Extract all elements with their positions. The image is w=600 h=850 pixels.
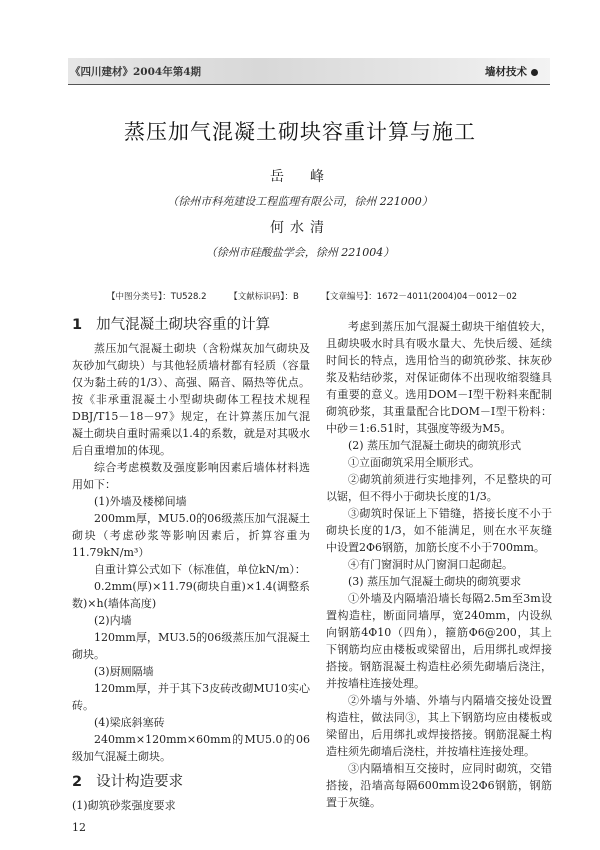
paragraph: 120mm厚，并于其下3皮砖改砌MU10实心砖。	[72, 682, 310, 712]
paragraph: ③砌筑时保证上下错缝，搭接长度不小于砌块长度的1/3，如不能满足，则在水平灰缝中设置2Φ6钢筋，加筋长度不小于700mm。	[326, 507, 552, 554]
paragraph: 自重计算公式如下（标准值，单位kN/m）：	[94, 563, 306, 576]
article-title: 蒸压加气混凝土砌块容重计算与施工	[124, 120, 476, 144]
article-number: 【文章编号】：1672－4011(2004)04－0012－02	[321, 292, 518, 302]
author-name: 何水清	[270, 220, 330, 236]
bullet-icon	[531, 69, 538, 76]
paragraph: (3)厨厕隔墙	[94, 665, 154, 678]
author-affiliation: （徐州市科苑建设工程监理有限公司，徐州 221000）	[167, 195, 433, 208]
section-label: 墙材技术	[485, 66, 527, 78]
classification-line	[107, 290, 535, 302]
section-title: 设计构造要求	[96, 774, 184, 790]
paragraph: ②外墙与外墙、外墙与内隔墙交接处设置构造柱，做法同③，其上下钢筋均应由楼板或梁留出，后用绑扎或焊接搭接。钢筋混凝土构造柱须先砌墙后浇柱，并按墙柱连接处理。	[326, 694, 552, 758]
paragraph: (1)外墙及楼梯间墙	[94, 495, 187, 508]
paragraph: ③内隔墙相互交接时，应同时砌筑，交错搭接，沿墙高每隔600mm设2Φ6钢筋，钢筋置于灰缝。	[326, 762, 552, 809]
paragraph: (1)砌筑砂浆强度要求	[72, 799, 176, 812]
paragraph: ①外墙及内隔墙沿墙长每隔2.5m至3m设置构造柱，断面同墙厚，宽240mm，内设纵向钢筋4Φ10（四角），箍筋Φ6@200，其上下钢筋均应由楼板或梁留出，后用绑扎或焊接搭接。钢筋混凝土构造柱必须先砌墙后浇注，并按墙柱连接处理。	[326, 592, 552, 690]
paragraph: (2) 蒸压加气混凝土砌块的砌筑形式	[348, 439, 522, 452]
author-name: 岳 峰	[270, 169, 330, 185]
section-title: 加气混凝土砌块容重的计算	[96, 317, 271, 333]
journal-issue: 《四川建材》2004年第4期	[70, 66, 202, 78]
section-heading-2	[72, 771, 310, 793]
paragraph: 200mm厚，MU5.0的06级蒸压加气混凝土砌块（考虑砂浆等影响因素后，折算容重为11.79kN/m³）	[72, 512, 310, 559]
section-tag	[485, 64, 538, 79]
left-column	[72, 314, 310, 836]
paragraph: 考虑到蒸压加气混凝土砌块干缩值较大，且砌块吸水时具有吸水量大、先快后缓、延续时间长的特点，选用恰当的砌筑砂浆、抹灰砂浆及粘结砂浆，对保证砌体不出现收缩裂缝具有重要的意义。选用DOM－I型干粉料来配制砌筑砂浆，其重量配合比DOM－I型干粉料：中砂＝1:6.51时，其强度等级为M5。	[326, 320, 552, 435]
section-number: 1	[72, 317, 83, 333]
paragraph: (3) 蒸压加气混凝土砌块的砌筑要求	[348, 575, 522, 588]
paragraph: 120mm厚，MU3.5的06级蒸压加气混凝土砌块。	[72, 631, 310, 661]
right-column	[326, 318, 552, 811]
paragraph: 0.2mm(厚)×11.79(砌块自重)×1.4(调整系数)×h(墙体高度)	[72, 580, 310, 610]
section-heading-1	[72, 314, 310, 336]
clc-number: 【中图分类号】：TU528.2	[107, 292, 207, 302]
paragraph: ②砌筑前须进行实地排列，不足整块的可以锯，但不得小于砌块长度的1/3。	[326, 473, 552, 503]
section-number: 2	[72, 774, 83, 790]
paragraph: (4)梁底斜塞砖	[94, 716, 165, 729]
paragraph: 综合考虑模数及强度影响因素后墙体材料选用如下：	[72, 461, 310, 491]
page-number: 12	[72, 821, 86, 834]
paragraph: 240mm×120mm×60mm的MU5.0的06级加气混凝土砌块。	[72, 733, 310, 763]
author-affiliation: （徐州市硅酸盐学会，徐州 221004）	[205, 246, 395, 259]
document-code: 【文献标识码】：B	[229, 292, 299, 302]
paragraph: 蒸压加气混凝土砌块（含粉煤灰加气砌块及灰砂加气砌块）与其他轻质墙材都有轻质（容量仅为黏土砖的1/3）、高强、隔音、隔热等优点。按《非承重混凝土小型砌块砌体工程技术规程 DBJ/T15－18－97》规定，在计算蒸压加气混凝土砌块自重时需乘以1.4的系数，就是对其吸水后自重增加的体现。	[72, 342, 310, 457]
paragraph: (2)内墙	[94, 614, 132, 627]
paragraph: ④有门窗洞时从门窗洞口起砌起。	[348, 558, 513, 571]
paragraph: ①立面砌筑采用全顺形式。	[348, 456, 480, 469]
